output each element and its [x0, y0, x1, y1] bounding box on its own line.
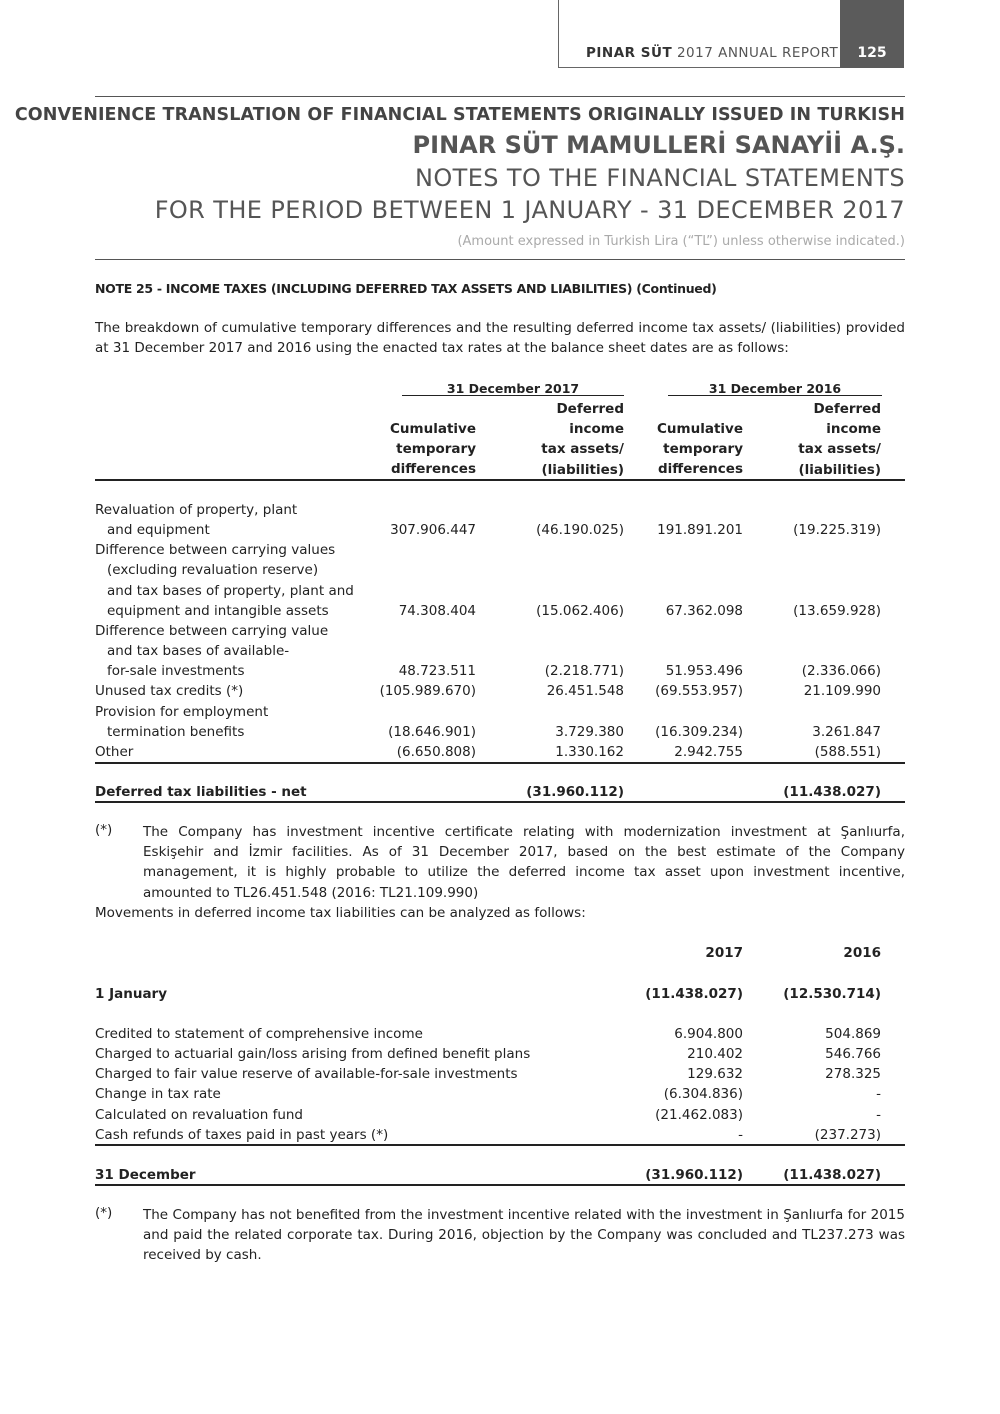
header-cumulative-2017 — [390, 419, 476, 480]
table1-row-label: Difference between carrying values — [95, 542, 336, 559]
running-header — [586, 45, 838, 61]
period-2017-heading: 31 December 2017 — [446, 381, 580, 396]
table1-cell: 26.451.548 — [546, 683, 624, 700]
table1-row-label: and tax bases of available- — [107, 643, 290, 660]
table1-cell: (69.553.957) — [655, 683, 743, 700]
table1-total-2017: (31.960.112) — [526, 784, 624, 800]
table2-cell: - — [876, 1086, 881, 1103]
header-line: income — [826, 421, 881, 438]
table1-cell: (18.646.901) — [388, 723, 476, 740]
table2-row-label: Charged to actuarial gain/loss arising from defined benefit plans — [95, 1046, 531, 1063]
table2-cell: - — [738, 1126, 743, 1143]
table2-row-label: Credited to statement of comprehensive income — [95, 1026, 423, 1042]
table1-row-label: Unused tax credits (*) — [95, 683, 244, 700]
table1-cell: 2.942.755 — [674, 743, 743, 760]
table2-cell: 6.904.800 — [674, 1026, 743, 1042]
header-line: Cumulative — [657, 421, 743, 437]
table1-cell: 51.953.496 — [665, 663, 743, 680]
table1-cell: 3.729.380 — [555, 723, 624, 740]
table1-cell: (13.659.928) — [793, 602, 881, 619]
period-2016-underline — [668, 395, 882, 396]
movements-intro: Movements in deferred income tax liabilities can be analyzed as follows: — [95, 905, 586, 921]
header-line: differences — [390, 461, 476, 478]
table2-year-2016: 2016 — [843, 945, 881, 961]
table1-row-label: Provision for employment — [95, 703, 269, 720]
header-deferred-2016 — [798, 399, 881, 480]
footnote2-mark: (*) — [95, 1205, 113, 1221]
header-line: temporary — [396, 441, 476, 458]
header-line: tax assets/ — [541, 441, 624, 458]
header-line: (liabilities) — [541, 461, 624, 478]
header-line: Deferred — [556, 401, 624, 417]
table1-cell: (2.218.771) — [544, 663, 624, 680]
period-2017-underline — [402, 395, 624, 396]
table2-row-label: Calculated on revaluation fund — [95, 1106, 304, 1123]
table1-cell: 67.362.098 — [665, 602, 743, 619]
table1-row-label: Other — [95, 743, 134, 760]
table2-row-label: Cash refunds of taxes paid in past years (*) — [95, 1126, 389, 1143]
header-brand: PINAR SÜT — [586, 45, 673, 61]
table2-total-rule — [95, 1184, 905, 1186]
header-line: Deferred — [813, 401, 881, 417]
notes-title: NOTES TO THE FINANCIAL STATEMENTS — [414, 164, 905, 192]
table2-cell: 210.402 — [687, 1046, 743, 1063]
table1-cell: (2.336.066) — [801, 663, 881, 680]
table1-cell: 48.723.511 — [398, 663, 476, 680]
closing-label: 31 December — [95, 1167, 196, 1183]
translation-title: CONVENIENCE TRANSLATION OF FINANCIAL STATEMENTS ORIGINALLY ISSUED IN TURKISH — [14, 105, 905, 125]
header-deferred-2017 — [541, 399, 624, 480]
table1-row-label: for-sale investments — [107, 663, 245, 680]
table2-year-2017: 2017 — [705, 945, 743, 961]
table1-cell: (19.225.319) — [793, 522, 881, 539]
header-line: temporary — [663, 441, 743, 458]
company-name: PINAR SÜT MAMULLERİ SANAYİİ A.Ş. — [412, 131, 905, 159]
intro-paragraph: The breakdown of cumulative temporary differences and the resulting deferred income tax assets/ (liabilities) provided at 31 December 2017 and 2016 using the enacted tax rates at the balance sheet dates are as follows: — [95, 320, 905, 357]
table1-cell: 307.906.447 — [390, 522, 476, 539]
header-line: Cumulative — [390, 421, 476, 437]
table1-total-label: Deferred tax liabilities - net — [95, 784, 307, 800]
header-line: income — [569, 421, 624, 438]
closing-2017: (31.960.112) — [645, 1167, 743, 1183]
header-cumulative-2016 — [657, 419, 743, 480]
table2-subtotal-rule — [95, 1144, 905, 1146]
header-report: 2017 ANNUAL REPORT — [676, 45, 839, 61]
table1-cell: (16.309.234) — [655, 723, 743, 740]
table2-cell: (237.273) — [814, 1126, 881, 1143]
table1-header-rule — [95, 479, 905, 481]
table1-cell: 74.308.404 — [398, 602, 476, 619]
table1-cell: (588.551) — [814, 743, 881, 760]
page-number: 125 — [857, 45, 887, 61]
opening-2016: (12.530.714) — [783, 986, 881, 1002]
table2-cell: (21.462.083) — [655, 1106, 743, 1123]
header-line: (liabilities) — [798, 461, 881, 478]
table1-cell: (15.062.406) — [536, 602, 624, 619]
table2-cell: - — [876, 1106, 881, 1123]
footnote2-text: The Company has not benefited from the investment incentive related with the investment in Şanlıurfa for 2015 and paid the related corporate tax. During 2016, objection by the Company was concluded and TL237.273 was received by cash. — [143, 1207, 905, 1264]
table2-cell: 546.766 — [825, 1046, 881, 1063]
footnote1-mark: (*) — [95, 822, 113, 838]
table2-cell: 278.325 — [825, 1066, 881, 1083]
table1-cell: (6.650.808) — [396, 743, 476, 760]
table1-total-2016: (11.438.027) — [783, 784, 881, 800]
table1-row-label: and tax bases of property, plant and — [107, 582, 354, 599]
table1-row-label: termination benefits — [107, 723, 245, 740]
header-line: differences — [657, 461, 743, 478]
table1-cell: 3.261.847 — [812, 723, 881, 740]
table2-row-label: Change in tax rate — [95, 1086, 221, 1103]
closing-2016: (11.438.027) — [783, 1167, 881, 1183]
amount-note: (Amount expressed in Turkish Lira (“TL”) unless otherwise indicated.) — [457, 234, 905, 249]
table1-cell: (46.190.025) — [536, 522, 624, 539]
table1-row-label: equipment and intangible assets — [107, 602, 329, 619]
table1-cell: 21.109.990 — [803, 683, 881, 700]
header-line: tax assets/ — [798, 441, 881, 458]
table1-total-rule — [95, 801, 905, 803]
table1-cell: 1.330.162 — [555, 743, 624, 760]
footnote1-text: The Company has investment incentive certificate relating with modernization investment at Şanlıurfa, Eskişehir and İzmir facilities. As of 31 December 2017, based on the best estimate of the Company management, it is highly probable to utilize the deferred income tax asset upon investment incentive, amounted to TL26.451.548 (2016: TL21.109.990) — [143, 824, 905, 901]
table2-cell: (6.304.836) — [663, 1086, 743, 1103]
opening-2017: (11.438.027) — [645, 986, 743, 1002]
table1-row-label: (excluding revaluation reserve) — [107, 562, 319, 579]
period-2016-heading: 31 December 2016 — [708, 381, 842, 396]
table1-cell: 191.891.201 — [657, 522, 743, 539]
table1-row-label: Revaluation of property, plant — [95, 502, 298, 518]
table1-subtotal-rule — [95, 762, 905, 764]
title-top-rule — [95, 96, 905, 97]
table2-row-label: Charged to fair value reserve of available-for-sale investments — [95, 1066, 518, 1083]
table2-cell: 504.869 — [825, 1026, 881, 1042]
opening-label: 1 January — [95, 986, 168, 1002]
table1-row-label: Difference between carrying value — [95, 622, 329, 639]
table1-cell: (105.989.670) — [379, 683, 476, 700]
table1-row-label: and equipment — [107, 522, 210, 539]
title-bottom-rule — [95, 259, 905, 260]
period-title: FOR THE PERIOD BETWEEN 1 JANUARY - 31 DECEMBER 2017 — [154, 196, 905, 224]
note-title: NOTE 25 - INCOME TAXES (INCLUDING DEFERRED TAX ASSETS AND LIABILITIES) (Continued) — [95, 281, 717, 296]
table2-cell: 129.632 — [687, 1066, 743, 1083]
